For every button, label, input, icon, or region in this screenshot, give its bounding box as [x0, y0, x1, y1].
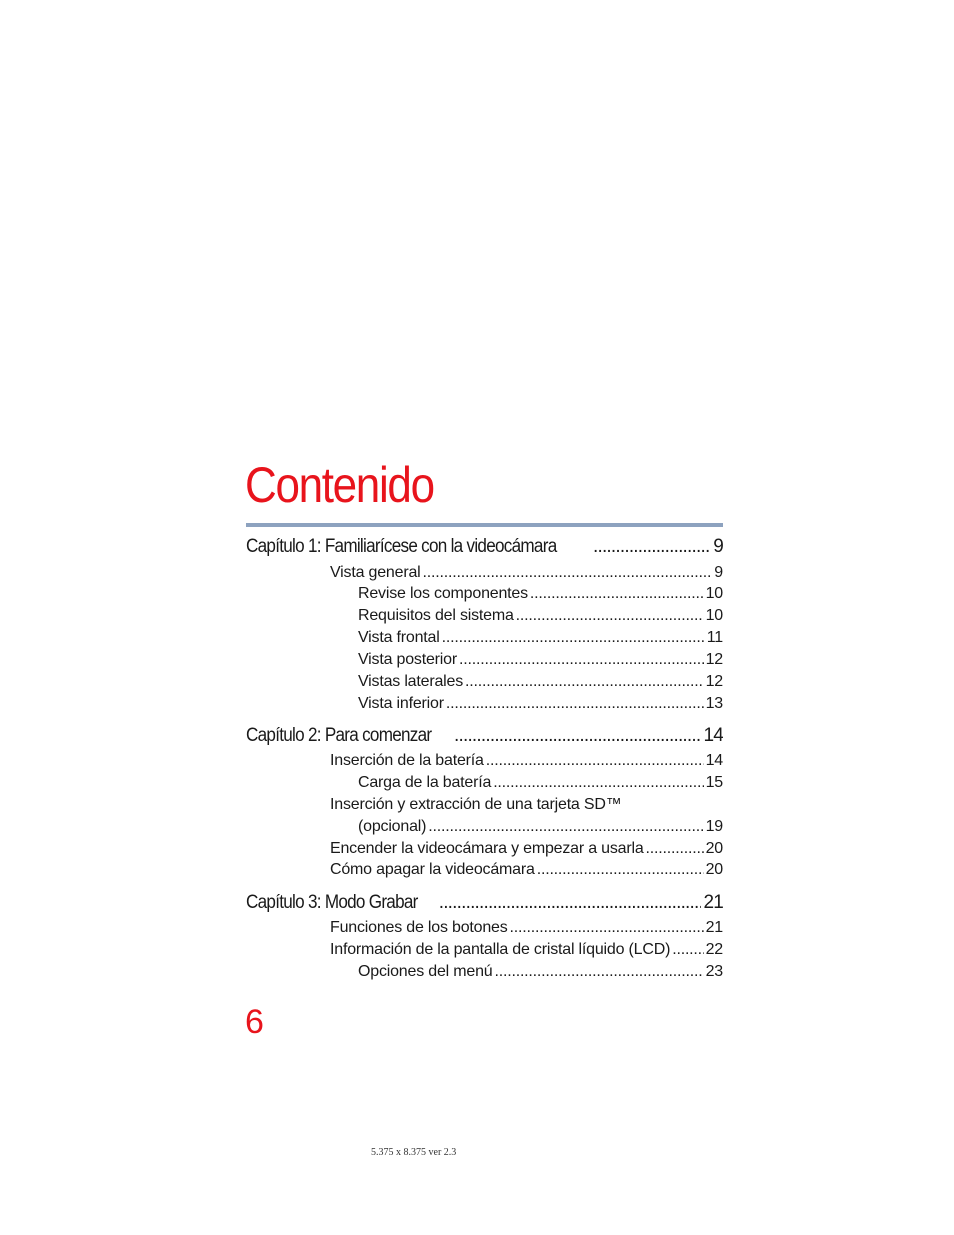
toc-page: 19	[705, 818, 723, 835]
toc-label: Capítulo 3: Modo Grabar	[246, 892, 418, 913]
toc-page: 14	[705, 752, 723, 769]
toc-leader	[646, 839, 704, 859]
toc-label: Información de la pantalla de cristal líquido (LCD)	[330, 941, 671, 958]
page-number: 6	[245, 1003, 264, 1041]
toc-entry-vista-frontal[interactable]	[358, 628, 723, 648]
toc-leader	[423, 563, 713, 583]
toc-leader	[439, 892, 702, 914]
toc-leader	[446, 694, 704, 714]
toc-leader	[537, 860, 704, 880]
toc-page: 13	[705, 695, 723, 712]
toc-page: 20	[705, 840, 723, 857]
toc-entry-tarjeta-sd-opcional[interactable]	[358, 817, 723, 837]
toc-label: Inserción de la batería	[330, 752, 484, 769]
toc-label: Revise los componentes	[358, 585, 528, 602]
toc-page: 10	[705, 585, 723, 602]
toc-page: 22	[705, 941, 723, 958]
toc-chapter-1[interactable]	[246, 536, 723, 558]
toc-entry-vista-inferior[interactable]	[358, 694, 723, 714]
toc-leader	[510, 918, 704, 938]
toc-leader	[442, 628, 705, 648]
toc-page: 9	[713, 536, 723, 557]
toc-entry-opciones-menu[interactable]	[358, 962, 723, 982]
toc-page: 12	[705, 673, 723, 690]
toc-entry-info-lcd[interactable]	[330, 940, 723, 960]
toc-page: 11	[706, 629, 723, 646]
toc-entry-insercion-bateria[interactable]	[330, 751, 723, 771]
toc-entry-requisitos[interactable]	[358, 606, 723, 626]
toc-page: 9	[714, 564, 723, 581]
toc-entry-vista-general[interactable]	[330, 563, 723, 583]
toc-label: Capítulo 2: Para comenzar	[246, 725, 432, 746]
toc-leader	[530, 584, 704, 604]
toc-leader	[672, 940, 703, 960]
toc-leader	[459, 650, 704, 670]
toc-entry-funciones-botones[interactable]	[330, 918, 723, 938]
toc-page: 21	[705, 919, 723, 936]
toc-label: Vista inferior	[358, 695, 444, 712]
toc-label: Vistas laterales	[358, 673, 464, 690]
toc-leader	[493, 773, 703, 793]
toc-label: Requisitos del sistema	[358, 607, 514, 624]
toc-label: Capítulo 1: Familiarícese con la videocámara	[246, 536, 557, 557]
toc-label: Encender la videocámara y empezar a usarla	[330, 840, 644, 857]
toc-leader	[516, 606, 704, 626]
toc-leader	[486, 751, 704, 771]
toc-page: 21	[703, 892, 723, 913]
toc-label: Vista posterior	[358, 651, 457, 668]
toc-leader	[593, 536, 711, 558]
toc-leader	[465, 672, 704, 692]
toc-label: Funciones de los botones	[330, 919, 508, 936]
page-title: Contenido	[245, 457, 434, 513]
toc-page: 23	[705, 963, 723, 980]
toc-chapter-3[interactable]	[246, 892, 723, 914]
toc-page: 20	[705, 861, 723, 878]
toc-label: Vista frontal	[358, 629, 440, 646]
toc-entry-encender[interactable]	[330, 839, 723, 859]
toc-label: Cómo apagar la videocámara	[330, 861, 535, 878]
toc-page: 12	[705, 651, 723, 668]
toc-entry-revise-componentes[interactable]	[358, 584, 723, 604]
toc-page: 10	[705, 607, 723, 624]
toc-chapter-2[interactable]	[246, 725, 723, 747]
toc-entry-vistas-laterales[interactable]	[358, 672, 723, 692]
toc-entry-vista-posterior[interactable]	[358, 650, 723, 670]
toc-entry-apagar[interactable]	[330, 860, 723, 880]
toc-leader	[454, 725, 701, 747]
toc-label: Opciones del menú	[358, 963, 493, 980]
toc-page: 15	[705, 774, 723, 791]
toc-entry-carga-bateria[interactable]	[358, 773, 723, 793]
toc-entry-tarjeta-sd[interactable]: Inserción y extracción de una tarjeta SD™	[330, 796, 622, 813]
toc-label: Carga de la batería	[358, 774, 492, 791]
toc-leader	[494, 962, 703, 982]
toc-page: 14	[703, 725, 723, 746]
toc-leader	[428, 817, 703, 837]
toc-label: (opcional)	[358, 818, 427, 835]
footer-note: 5.375 x 8.375 ver 2.3	[371, 1147, 457, 1158]
toc-label: Vista general	[330, 564, 421, 581]
